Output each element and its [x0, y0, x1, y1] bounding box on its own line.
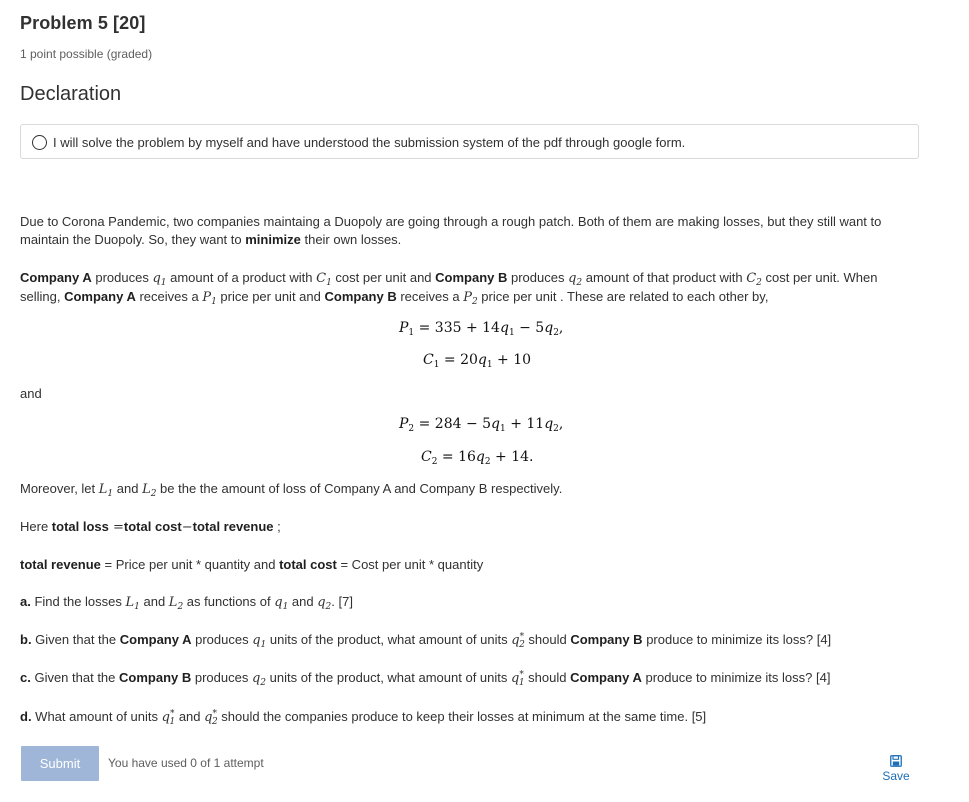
points-info: 1 point possible (graded) — [20, 47, 153, 61]
submit-button[interactable]: Submit — [21, 746, 99, 781]
declaration-radio[interactable] — [32, 135, 47, 150]
declaration-option[interactable] — [20, 124, 919, 159]
question-a: a. Find the losses $L_1$ and $L_2$ as functions of $q_1$ and $q_2$. [7] — [20, 594, 353, 612]
declaration-option-label[interactable]: I will solve the problem by myself and have understood the submission system of the pdf through google form. — [53, 135, 686, 150]
equation-c1: $C_1 = 20q_1 + 10$ — [423, 352, 532, 370]
equation-p1: $P_1 = 335 + 14q_1 - 5q_2$, — [399, 320, 564, 338]
moreover-paragraph: Moreover, let $L_1$ and $L_2$ be the the amount of loss of Company A and Company B respectively. — [20, 481, 563, 499]
question-b: b. Given that the Company A produces $q_1$ units of the product, what amount of units $q^*_2$ should Company B produce to minimize its loss? [4] — [20, 632, 832, 650]
equation-c2: $C_2 = 16q_2 + 14$. — [421, 449, 534, 467]
question-d: d. What amount of units $q^*_1$ and $q^*_2$ should the companies produce to keep their losses at minimum at the same time. [5] — [20, 709, 707, 727]
attempts-info: You have used 0 of 1 attempt — [108, 756, 264, 770]
floppy-disk-icon[interactable] — [890, 755, 902, 767]
problem-title: Problem 5 [20] — [20, 13, 146, 33]
intro-paragraph: Due to Corona Pandemic, two companies maintaing a Duopoly are going through a rough patch. Both of them are making losses, but they still want to maintain the Duopoly. So, they want to minimize their own losses. — [20, 214, 882, 247]
equation-p2: $P_2 = 284 - 5q_1 + 11q_2$, — [399, 416, 564, 434]
declaration-heading: Declaration — [20, 83, 122, 105]
and-text: and — [20, 386, 42, 401]
save-button[interactable] — [880, 755, 912, 783]
revenue-definition: total revenue = Price per unit * quantity and total cost = Cost per unit * quantity — [20, 557, 484, 572]
loss-definition: Here total loss =total cost−total revenue ; — [20, 519, 281, 535]
save-label[interactable]: Save — [882, 769, 910, 783]
setup-paragraph: Company A produces $q_1$ amount of a product with $C_1$ cost per unit and Company B produces $q_2$ amount of that product with $C_2$ cost per unit. When selling, Company A receives a $P_1$ price per unit and Company B receives a $P_2$ price per unit . These are related to each other by, — [20, 270, 878, 307]
question-c: c. Given that the Company B produces $q_2$ units of the product, what amount of units $q^*_1$ should Company A produce to minimize its loss? [4] — [20, 670, 831, 688]
